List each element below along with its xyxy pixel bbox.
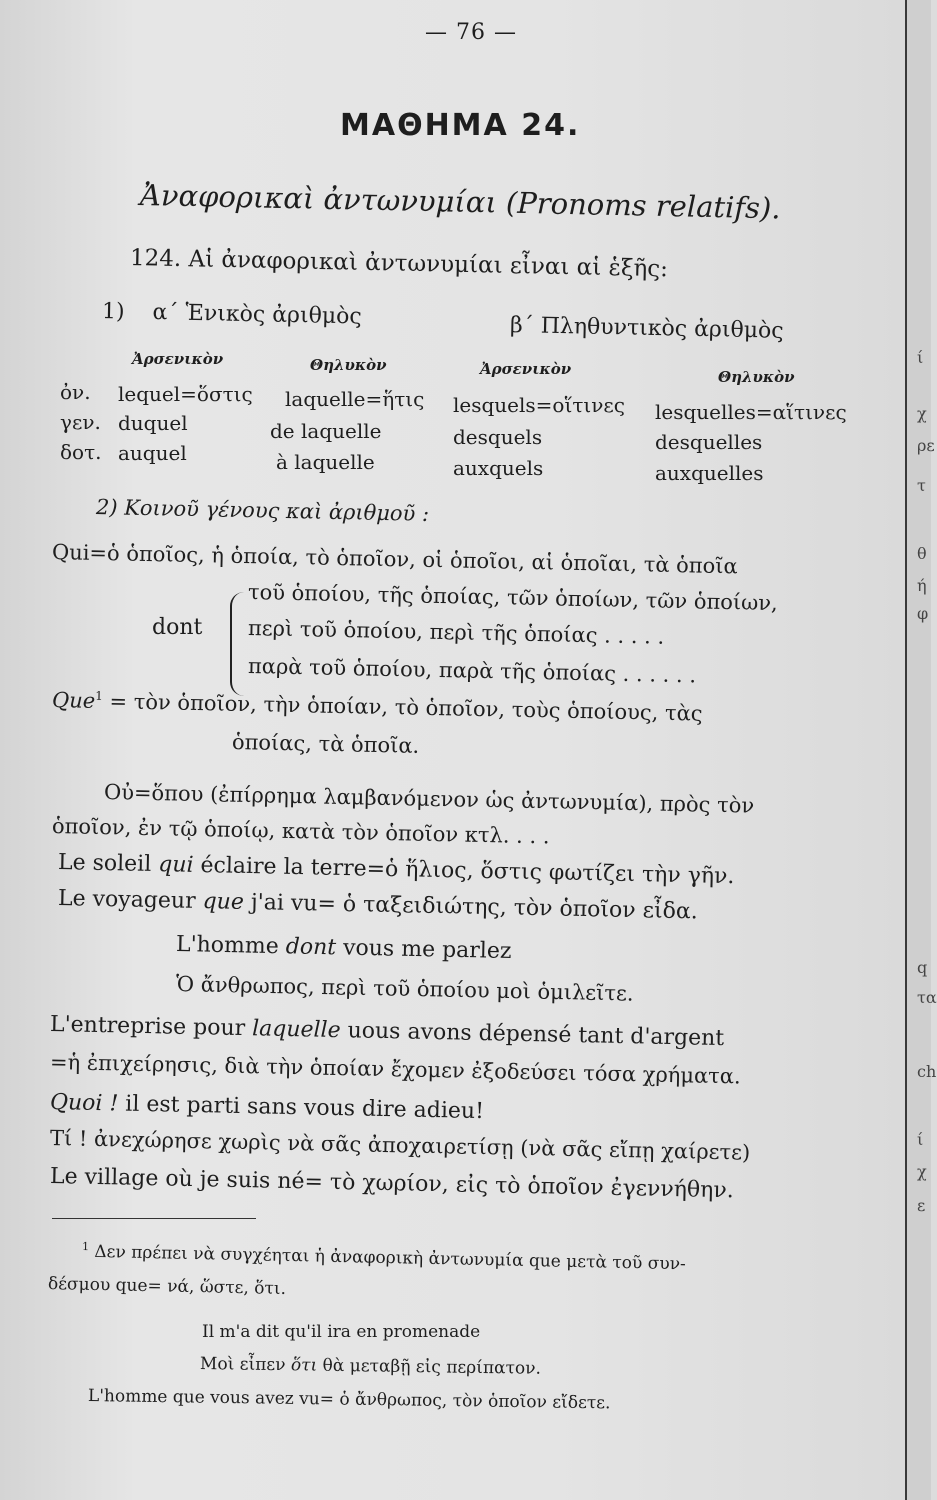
example-text: L'homme: [175, 932, 287, 960]
table-cell: desquelles: [655, 430, 763, 454]
edge-glyph: ε: [917, 1196, 926, 1215]
example-text: j'ai vu= ὁ ταξειδιώτης, τὸν ὁποῖον εἶδα.: [243, 889, 699, 925]
que-word: Que: [51, 688, 96, 713]
subtitle-greek: Ἀναφορικαὶ ἀντωνυμίαι: [139, 178, 498, 220]
example-emphasis: Quoi !: [49, 1090, 119, 1117]
table-cell: laquelle=ἥτις: [285, 387, 425, 411]
brace: [230, 592, 246, 696]
example-text: Le voyageur: [57, 886, 203, 915]
case-label: ὀν.: [60, 380, 91, 404]
table-cell: auxquelles: [655, 461, 764, 485]
ou-line-1: Οὐ=ὅπου (ἐπίρρημα λαμβανόμενον ὡς ἀντωνυμία), πρὸς τὸν: [103, 780, 755, 818]
example-text: éclaire la terre=ὁ ἥλιος, ὅστις φωτίζει τὴν γῆν.: [193, 852, 735, 890]
gender-label-fem-sg: Θηλυκὸν: [310, 356, 387, 374]
singular-heading: α΄ Ἑνικὸς ἀριθμὸς: [152, 300, 362, 330]
example-text: Le soleil: [57, 850, 159, 878]
section-2-heading: 2) Κοινοῦ γένους καὶ ἀριθμοῦ :: [95, 495, 430, 526]
lesson-subtitle: [140, 178, 781, 225]
example-emphasis: qui: [157, 852, 194, 878]
adjacent-page-edge: [905, 0, 937, 1500]
que-footnote-marker: 1: [95, 688, 104, 704]
gender-label-masc-pl: Ἀρσενικὸν: [480, 360, 572, 378]
footnote-rule: [52, 1218, 256, 1219]
table-cell: lesquels=οἵτινες: [453, 393, 625, 417]
subtitle-french: (Pronoms relatifs).: [505, 185, 781, 226]
example-4-greek: =ἡ ἐπιχείρησις, διὰ τὴν ὁποίαν ἔχομεν ἐξοδεύσει τόσα χρήματα.: [49, 1050, 741, 1089]
edge-glyph: ch: [917, 1062, 937, 1081]
edge-glyph: ί: [917, 348, 924, 367]
ou-line-2: ὁποῖον, ἐν τῷ ὁποίῳ, κατὰ τὸν ὁποῖον κτλ. . . .: [51, 814, 550, 849]
footnote-text: Δεν πρέπει νὰ συγχέηται ἡ ἀναφορικὴ ἀντωνυμία que μετὰ τοῦ συν-: [94, 1241, 686, 1275]
edge-glyph: χ: [917, 404, 927, 423]
example-3: [176, 932, 512, 964]
example-1: [58, 850, 735, 889]
example-text: L'entreprise pour: [49, 1012, 253, 1042]
footnote-text: Μοὶ εἶπεν: [199, 1354, 292, 1376]
example-emphasis: dont: [285, 934, 337, 961]
footnote-line-2: δέσμου que= νά, ὥστε, ὅτι.: [47, 1274, 287, 1299]
edge-glyph: τα: [917, 988, 937, 1007]
que-line-2: ὁποίας, τὰ ὁποῖα.: [231, 730, 420, 758]
footnote-line-1: [82, 1240, 686, 1274]
paragraph-124: 124. Αἱ ἀναφορικαὶ ἀντωνυμίαι εἶναι αἱ ἑξῆς:: [129, 245, 669, 283]
gender-label-fem-pl: Θηλυκὸν: [718, 368, 795, 386]
lesson-title: ΜΑΘΗΜΑ 24.: [340, 108, 581, 143]
gender-label-masc-sg: Ἀρσενικὸν: [132, 350, 224, 368]
plural-heading: β΄ Πληθυντικὸς ἀριθμὸς: [509, 313, 784, 344]
example-text: uous avons dépensé tant d'argent: [340, 1018, 725, 1052]
table-cell: à laquelle: [276, 450, 375, 474]
edge-glyph: ή: [917, 576, 927, 595]
edge-glyph: τ: [917, 476, 926, 495]
section-1-number: 1): [101, 299, 125, 325]
footnote-marker: 1: [81, 1240, 90, 1254]
dont-line: περὶ τοῦ ὁποίου, περὶ τῆς ὁποίας . . . . .: [247, 616, 665, 649]
table-cell: duquel: [118, 411, 188, 435]
case-label: γεν.: [60, 410, 101, 434]
table-cell: auxquels: [453, 456, 544, 480]
example-text: vous me parlez: [335, 935, 512, 965]
dont-line: παρὰ τοῦ ὁποίου, παρὰ τῆς ὁποίας . . . . . .: [247, 654, 697, 688]
qui-line: Qui=ὁ ὁποῖος, ἡ ὁποία, τὸ ὁποῖον, οἱ ὁποῖοι, αἱ ὁποῖαι, τὰ ὁποῖα: [51, 540, 738, 579]
footnote-emphasis: ὅτι: [290, 1355, 318, 1376]
case-label: δοτ.: [60, 440, 102, 464]
section-1-heading: [102, 299, 362, 329]
que-definition: = τὸν ὁποῖον, τὴν ὁποίαν, τὸ ὁποῖον, τοὺς ὁποίους, τὰς: [109, 689, 703, 726]
table-cell: desquels: [453, 425, 543, 449]
example-emphasis: que: [202, 889, 245, 915]
page-number: — 76 —: [425, 20, 517, 45]
edge-glyph: χ: [917, 1162, 927, 1181]
footnote-line-5: L'homme que vous avez vu= ὁ ἄνθρωπος, τὸν ὁποῖον εἴδετε.: [87, 1386, 611, 1414]
dont-line: τοῦ ὁποίου, τῆς ὁποίας, τῶν ὁποίων, τῶν ὁποίων,: [247, 580, 778, 616]
example-5: [50, 1090, 484, 1124]
example-5-greek: Τί ! ἀνεχώρησε χωρὶς νὰ σᾶς ἀποχαιρετίσῃ (νὰ σᾶς εἴπῃ χαίρετε): [49, 1126, 751, 1165]
table-cell: auquel: [118, 441, 187, 465]
example-2: [58, 886, 698, 924]
dont-label: dont: [152, 615, 203, 640]
example-text: il est parti sans vous dire adieu!: [118, 1091, 485, 1125]
edge-glyph: θ: [917, 544, 927, 563]
edge-glyph: φ: [917, 604, 929, 623]
example-6: Le village où je suis né= τὸ χωρίον, εἰς τὸ ὁποῖον ἐγεννήθην.: [49, 1164, 734, 1204]
table-cell: lequel=ὅστις: [118, 382, 253, 406]
edge-glyph: ί: [917, 1130, 924, 1149]
example-emphasis: laquelle: [251, 1016, 341, 1044]
table-cell: de laquelle: [270, 419, 382, 443]
example-4: [50, 1012, 725, 1051]
footnote-line-3: Il m'a dit qu'il ira en promenade: [202, 1322, 481, 1342]
que-line: [52, 688, 703, 726]
footnote-line-4: [200, 1354, 541, 1379]
footnote-text: θὰ μεταβῇ εἰς περίπατον.: [317, 1355, 542, 1379]
edge-glyph: q: [917, 958, 928, 977]
example-3-greek: Ὁ ἄνθρωπος, περὶ τοῦ ὁποίου μοὶ ὁμιλεῖτε.: [175, 972, 634, 1006]
table-cell: lesquelles=αἵτινες: [655, 400, 847, 424]
edge-glyph: ρε: [917, 436, 935, 455]
